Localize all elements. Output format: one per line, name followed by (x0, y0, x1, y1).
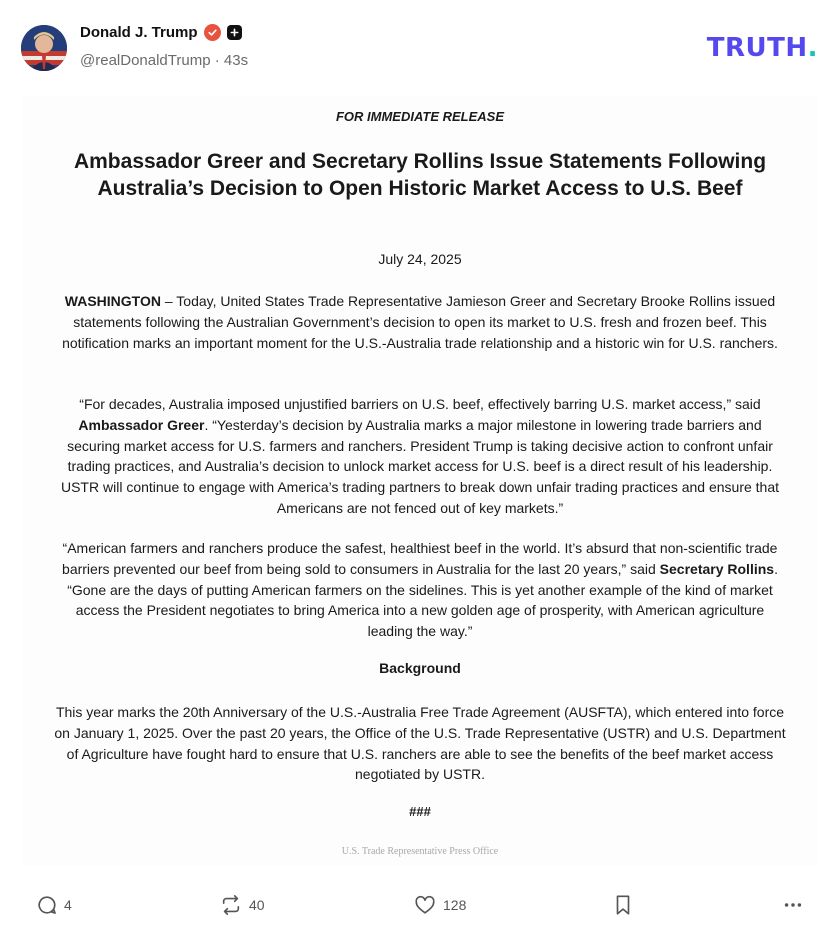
paragraph-intro (52, 291, 788, 353)
intro-text: – Today, United States Trade Representative Jamieson Greer and Secretary Brooke Rollins issued statements following the Australian Government’s decision to open its market to U.S. fresh and frozen beef. This notification marks an important moment for the U.S.-Australia trade relationship and a historic win for U.S. ranchers. (62, 293, 778, 351)
dateline: WASHINGTON (64, 293, 161, 309)
greer-quote-b: . “Yesterday’s decision by Australia marks a major milestone in lowering trade barriers and securing market access for U.S. farmers and ranchers. President Trump is taking decisive action to confront unfair trading practices, and Australia’s decision to unlock market access for U.S. beef is a direct result of his leadership. USTR will continue to engage with America’s trading partners to break down unfair trading practices and ensure that Americans are not fenced out of key markets.” (60, 416, 780, 516)
like-button[interactable] (413, 894, 466, 916)
greer-quote-a: “For decades, Australia imposed unjustified barriers on U.S. beef, effectively barring U.S. market access,” said (79, 396, 761, 412)
reply-count: 4 (64, 897, 72, 913)
headline: Ambassador Greer and Secretary Rollins Issue Statements Following Australia’s Decision to Open Historic Market Access to U.S. Beef (73, 150, 767, 200)
post-time[interactable]: 43s (223, 52, 249, 69)
brand-text: TRUTH (706, 33, 808, 63)
reply-button[interactable] (36, 894, 72, 916)
brand-dot: . (807, 33, 818, 63)
like-count: 128 (443, 897, 467, 913)
user-handle[interactable]: @realDonaldTrump (80, 52, 211, 69)
rollins-quote-b: . “Gone are the days of putting American farmers on the sidelines. This is yet another example of the kind of market access the President negotiates to bring America into a new golden age of prosperity, with American agriculture leading the way.” (67, 560, 778, 640)
reply-icon (36, 894, 58, 916)
bookmark-button[interactable] (613, 894, 633, 916)
paragraph-rollins (52, 538, 788, 642)
press-office-note: U.S. Trade Representative Press Office (341, 846, 499, 857)
bookmark-icon (613, 894, 633, 916)
display-name[interactable] (80, 24, 242, 41)
verified-badge-icon (204, 24, 221, 41)
separator: · (210, 52, 224, 69)
retruth-count: 40 (249, 897, 265, 913)
release-tag: FOR IMMEDIATE RELEASE (335, 109, 505, 124)
paragraph-greer (52, 394, 788, 519)
rollins-speaker: Secretary Rollins (659, 560, 775, 577)
avatar-image (21, 25, 67, 71)
greer-speaker: Ambassador Greer (78, 416, 205, 433)
background-heading: Background (379, 660, 461, 676)
end-mark: ### (409, 804, 431, 819)
handle-line (80, 52, 248, 69)
action-bar (0, 880, 840, 930)
plus-badge-icon (227, 25, 242, 40)
retruth-icon (219, 894, 243, 916)
rollins-quote-a: “American farmers and ranchers produce the safest, healthiest beef in the world. It’s absurd that non-scientific trade barriers prevented our beef from being sold to consumers in Australia for the last 20 years,” said (62, 540, 778, 577)
press-release-image[interactable] (22, 96, 818, 866)
display-name-text[interactable]: Donald J. Trump (80, 24, 198, 41)
retruth-button[interactable] (219, 894, 265, 916)
post-header (0, 0, 840, 90)
paragraph-background: This year marks the 20th Anniversary of the U.S.-Australia Free Trade Agreement (AUSFTA), which entered into force on January 1, 2025. Over the past 20 years, the Office of the U.S. Trade Representative (USTR) and U.S. Department of Agriculture have fought hard to ensure that U.S. ranchers are able to see the benefits of the beef market access negotiated by USTR. (54, 704, 786, 783)
more-icon (782, 894, 804, 916)
truth-logo[interactable] (707, 33, 818, 63)
heart-icon (413, 894, 437, 916)
avatar[interactable] (21, 25, 67, 71)
more-options-button[interactable] (782, 894, 804, 916)
release-date: July 24, 2025 (378, 251, 462, 267)
